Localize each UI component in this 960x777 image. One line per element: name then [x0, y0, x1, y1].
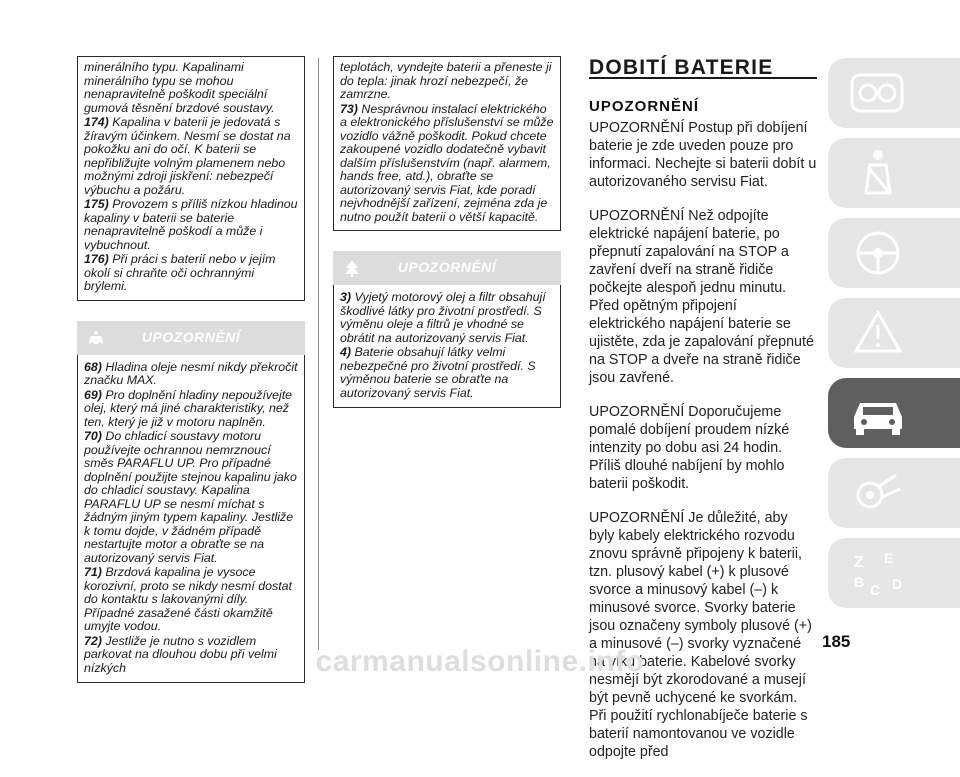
body-paragraph: UPOZORNĚNÍ Postup při dobíjení baterie je zde uveden pouze pro informaci. Nechejte si baterii dobít u autorizovaného servisu Fiat. — [589, 120, 817, 190]
note-paragraph — [340, 103, 554, 225]
note-text: Brzdová kapalina je vysoce korozivní, proto se nikdy nesmí dostat do kontaktu s lakovanými díly. Případné zasažené části okamžitě umyjte vodou. — [84, 565, 292, 633]
chapter-tab-maintenance[interactable] — [828, 378, 960, 448]
svg-text:Z: Z — [854, 554, 864, 571]
note-number: 175) — [84, 197, 109, 211]
note-paragraph — [84, 61, 298, 115]
section-subtitle: UPOZORNĚNÍ — [589, 98, 700, 115]
note-number: 68) — [84, 359, 102, 374]
note-text: Provozem s příliš nízkou hladinou kapaliny v baterii se baterie nenapravitelně poškodí a může i vybuchnout. — [84, 197, 298, 252]
note-paragraph — [84, 253, 298, 294]
note-paragraph — [84, 566, 298, 634]
note-paragraph — [340, 346, 554, 400]
seatbelt-safety-icon — [848, 147, 908, 199]
note-text: Kapalina v baterii je jedovatá s žíravým účinkem. Nesmí se dostat na pokožku ani do očí. K baterii se nepřibližujte volným plamenem nebo možnými zdroji jiskření: nebezpečí výbuchu a požáru. — [84, 115, 291, 197]
note-text: Vyjetý motorový olej a filtr obsahují škodlivé látky pro životní prostředí. S výměnu oleje a filtrů je vhodné se obrátit na autorizovaný servis Fiat. — [340, 290, 546, 345]
note-paragraph — [84, 389, 298, 430]
chapter-tab-safety[interactable] — [828, 138, 960, 208]
chapter-tab-dashboard[interactable] — [828, 58, 960, 128]
warning-title-2: UPOZORNĚNÍ — [397, 259, 497, 276]
warning-header-2 — [333, 251, 561, 285]
wrench-service-icon — [848, 467, 908, 519]
svg-text:B: B — [854, 574, 865, 590]
column-1 — [77, 56, 305, 683]
chapter-sidebar — [828, 58, 960, 618]
body-paragraph: UPOZORNĚNÍ Je důležité, aby byly kabely elektrického rozvodu znovu správně připojeny k baterii, tzn. plusový kabel (+) k plusové svorce a minusový kabel (–) k minusové svorce. Svorky baterie jsou označeny symboly plusové (+) a minusové (–) svorky vyznačené na víku baterie. Kabelové svorky nesmějí být zkorodované a musejí být pevně uchycené ke svorkám. Při použití rychlonabíječe baterie s baterií namontovanou ve vozidle odpojte před — [589, 510, 812, 760]
warning-box-2 — [333, 285, 561, 408]
page-number: 185 — [822, 632, 851, 651]
note-paragraph — [340, 291, 554, 345]
note-text: minerálního typu. Kapalinami minerálního typu se mohou nenapravitelně poškodit speciální gumová těsnění brzdové soustavy. — [84, 60, 275, 115]
chapter-tab-driving[interactable] — [828, 218, 960, 288]
svg-text:E: E — [884, 550, 894, 566]
note-number: 176) — [84, 252, 109, 266]
note-number: 4) — [340, 345, 352, 359]
column-2 — [333, 56, 561, 408]
note-paragraph — [84, 198, 298, 252]
index-letters-icon — [848, 547, 908, 599]
svg-text:D: D — [892, 576, 903, 592]
warning-header-1 — [77, 321, 305, 355]
steering-wheel-icon — [848, 227, 908, 279]
car-icon — [848, 387, 908, 439]
note-text: Do chladicí soustavy motoru používejte ochrannou nemrznoucí směs PARAFLU UP. Pro případné doplnění použijte stejnou kapalinu jako do chladicí soustavy. Kapalina PARAFLU UP se nesmí míchat s žádným jiným typem kapaliny. Jestliže k tomu dojde, v žádném případě nestartujte motor a obraťte se na autorizovaný servis Fiat. — [84, 429, 297, 565]
environment-tree-icon — [342, 258, 362, 278]
note-number: 3) — [340, 290, 352, 304]
chapter-tab-technical[interactable] — [828, 458, 960, 528]
note-text: Hladina oleje nesmí nikdy překročit značku MAX. — [84, 359, 298, 387]
note-number: 70) — [84, 429, 102, 443]
watermark: carmanualsonline.info — [315, 645, 645, 678]
dashboard-icon — [848, 67, 908, 119]
note-number: 72) — [84, 633, 102, 648]
notes-box-2 — [333, 56, 561, 231]
chapter-tab-index[interactable] — [828, 538, 960, 608]
chapter-tab-emergency[interactable] — [828, 298, 960, 368]
note-text: Pro doplnění hladiny nepoužívejte olej, který má jiné charakteristiky, než ten, který je již v motoru naplněn. — [84, 387, 293, 429]
warning-title-1: UPOZORNĚNÍ — [141, 328, 241, 345]
note-number: 69) — [84, 387, 102, 402]
section-title: DOBITÍ BATERIE — [589, 56, 774, 79]
note-text: Při práci s baterií nebo v jejím okolí si chraňte oči ochrannými brýlemi. — [84, 252, 276, 293]
note-text: Baterie obsahují látky velmi nebezpečné pro životní prostředí. S výměnou baterie se obraťte na autorizovaný servis Fiat. — [340, 345, 536, 400]
note-paragraph — [84, 361, 298, 388]
note-text: teplotách, vyndejte baterii a přeneste ji do tepla: jinak hrozí nebezpečí, že zamrzne. — [340, 60, 552, 101]
warning-box-1 — [77, 355, 305, 684]
note-number: 71) — [84, 565, 102, 579]
note-number: 73) — [340, 101, 358, 116]
note-paragraph — [340, 61, 554, 102]
column-divider — [318, 58, 319, 650]
notes-box-1 — [77, 56, 305, 301]
note-text: Jestliže je nutno s vozidlem parkovat na dlouhou dobu při velmi nízkých — [84, 633, 277, 675]
warning-car-icon — [86, 328, 106, 348]
body-paragraph: UPOZORNĚNÍ Doporučujeme pomalé dobíjení proudem nízké intenzity po dobu asi 24 hodin. Příliš dlouhé nabíjení by mohlo baterii poškodit. — [589, 404, 790, 492]
svg-text:C: C — [870, 582, 881, 598]
note-paragraph — [84, 430, 298, 565]
note-paragraph — [84, 116, 298, 197]
warning-triangle-icon — [848, 307, 908, 359]
note-number: 174) — [84, 115, 109, 129]
note-text: Nesprávnou instalací elektrického a elektronického příslušenství se může vozidlo vážně poškodit. Pokud chcete zakoupené vozidlo dodatečně vybavit dalším příslušenstvím (např. alarmem, hands free, atd.), obraťte se autorizovaný servis Fiat, kde poradí nejvhodnější zařízení, zejména zda je nutno použít baterii o větší kapacitě. — [340, 101, 554, 224]
body-paragraph: UPOZORNĚNÍ Než odpojíte elektrické napájení baterie, po přepnutí zapalování na STOP a zavření dveří na straně řidiče počkejte alespoň jednu minutu. Před opětným připojení elektrického napájení baterie se ujistěte, zda je zapalování přepnuté na STOP a dveře na straně řidiče jsou zavřené. — [589, 208, 814, 386]
